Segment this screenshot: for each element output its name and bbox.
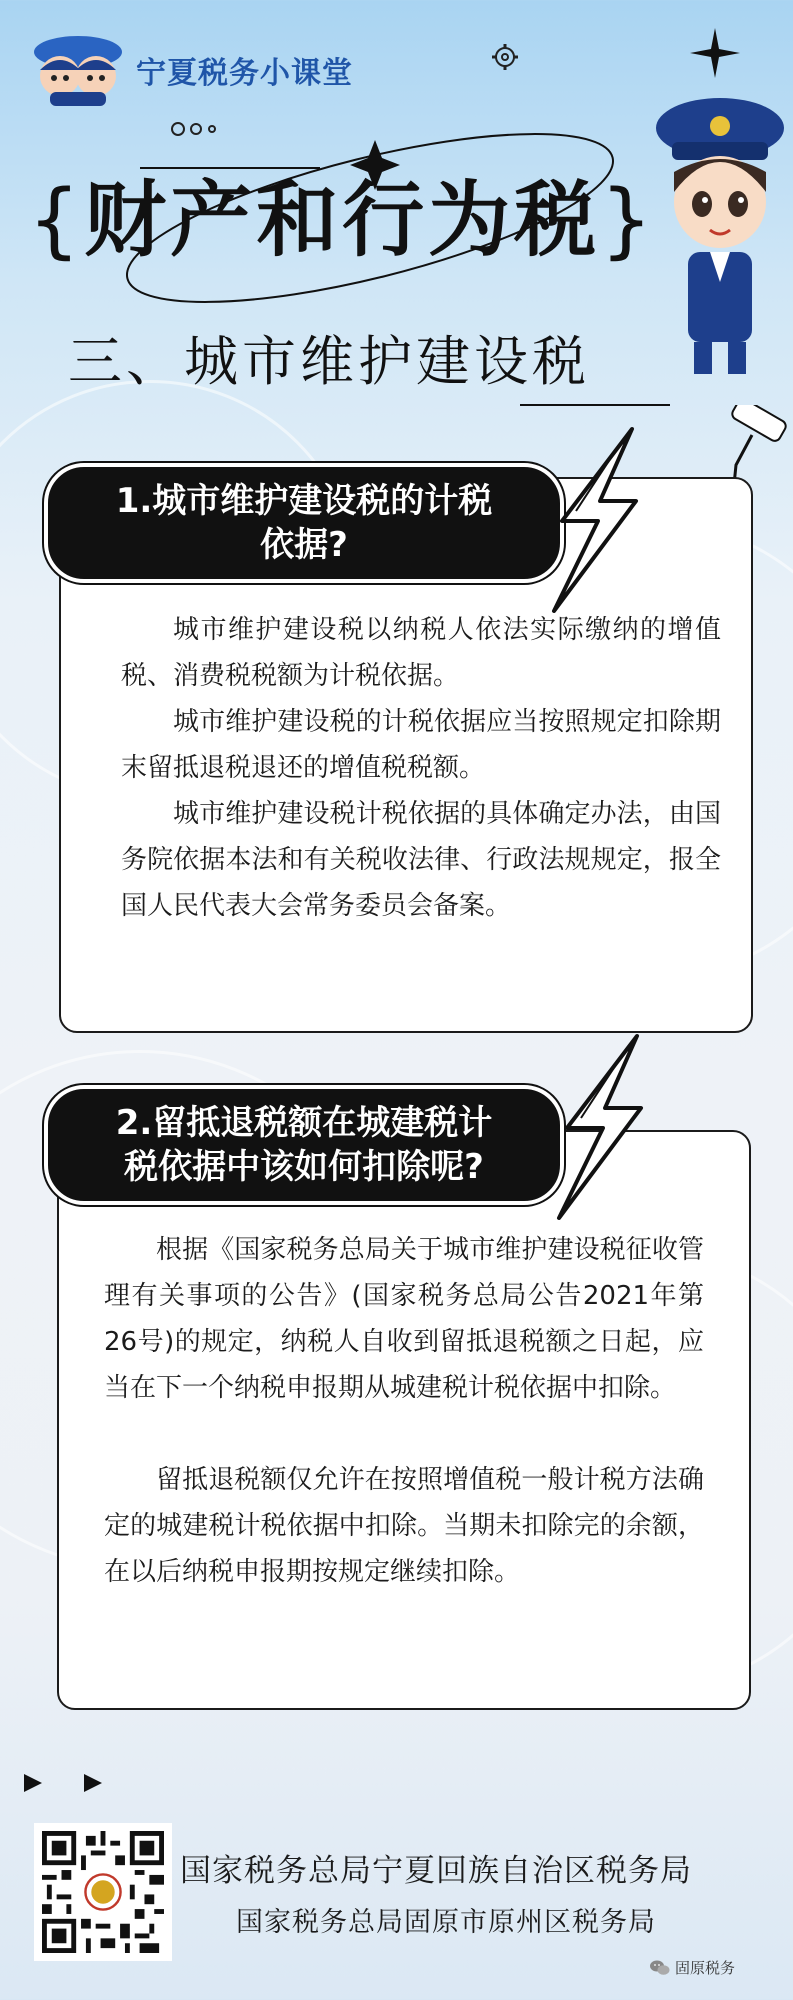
section-1-heading [44, 463, 564, 583]
section-2-heading-line2: 税依据中该如何扣除呢? [124, 1147, 484, 1187]
section-1-heading-line2: 依据? [260, 525, 348, 565]
title-right-brace: } [600, 173, 657, 268]
page-title [28, 173, 657, 268]
card-2-body [104, 1227, 704, 1595]
section-2-heading-line1: 2.留抵退税额在城建税计 [115, 1103, 493, 1143]
brand-header [30, 30, 353, 110]
lightning-bolt-icon [540, 425, 650, 615]
lightning-bolt-icon [545, 1032, 655, 1222]
play-arrows-icon [22, 1770, 112, 1796]
qr-code-icon [42, 1831, 164, 1953]
title-left-brace: { [28, 173, 85, 268]
card-1-body [121, 607, 721, 929]
section-title: 三、城市维护建设税 [68, 330, 590, 393]
sparkle-icon [690, 28, 740, 78]
section-1-heading-line1: 1.城市维护建设税的计税 [115, 481, 493, 521]
gear-icon [490, 42, 520, 72]
underline-decoration [520, 395, 680, 415]
wechat-account[interactable] [650, 1957, 735, 1978]
card-2-paragraph: 留抵退税额仅允许在按照增值税一般计税方法确定的城建税计税依据中扣除。当期未扣除完的余额，在以后纳税申报期按规定继续扣除。 [104, 1465, 704, 1587]
card-1-paragraph: 城市维护建设税计税依据的具体确定办法，由国务院依据本法和有关税收法律、行政法规规定，报全国人民代表大会常务委员会备案。 [121, 799, 721, 921]
footer-organization-2: 国家税务总局固原市原州区税务局 [236, 1907, 656, 1938]
title-main: 财产和行为税 [84, 173, 601, 268]
card-1-paragraph: 城市维护建设税以纳税人依法实际缴纳的增值税、消费税税额为计税依据。 [121, 615, 721, 691]
tax-officer-mascot-icon [650, 92, 790, 382]
card-2-paragraph: 根据《国家税务总局关于城市维护建设税征收管理有关事项的公告》(国家税务总局公告2021年第26号)的规定，纳税人自收到留抵退税额之日起，应当在下一个纳税申报期从城建税计税依据中扣除。 [104, 1235, 704, 1403]
qr-code[interactable] [34, 1823, 172, 1961]
wechat-account-name: 固原税务 [675, 1959, 736, 1977]
card-1-paragraph: 城市维护建设税的计税依据应当按照规定扣除期末留抵退税退还的增值税税额。 [121, 707, 721, 783]
footer-organization-1: 国家税务总局宁夏回族自治区税务局 [180, 1853, 692, 1889]
mascot-logo-icon [30, 30, 126, 110]
wechat-icon [650, 1960, 670, 1976]
brand-name: 宁夏税务小课堂 [136, 56, 353, 91]
section-2-heading [44, 1085, 564, 1205]
